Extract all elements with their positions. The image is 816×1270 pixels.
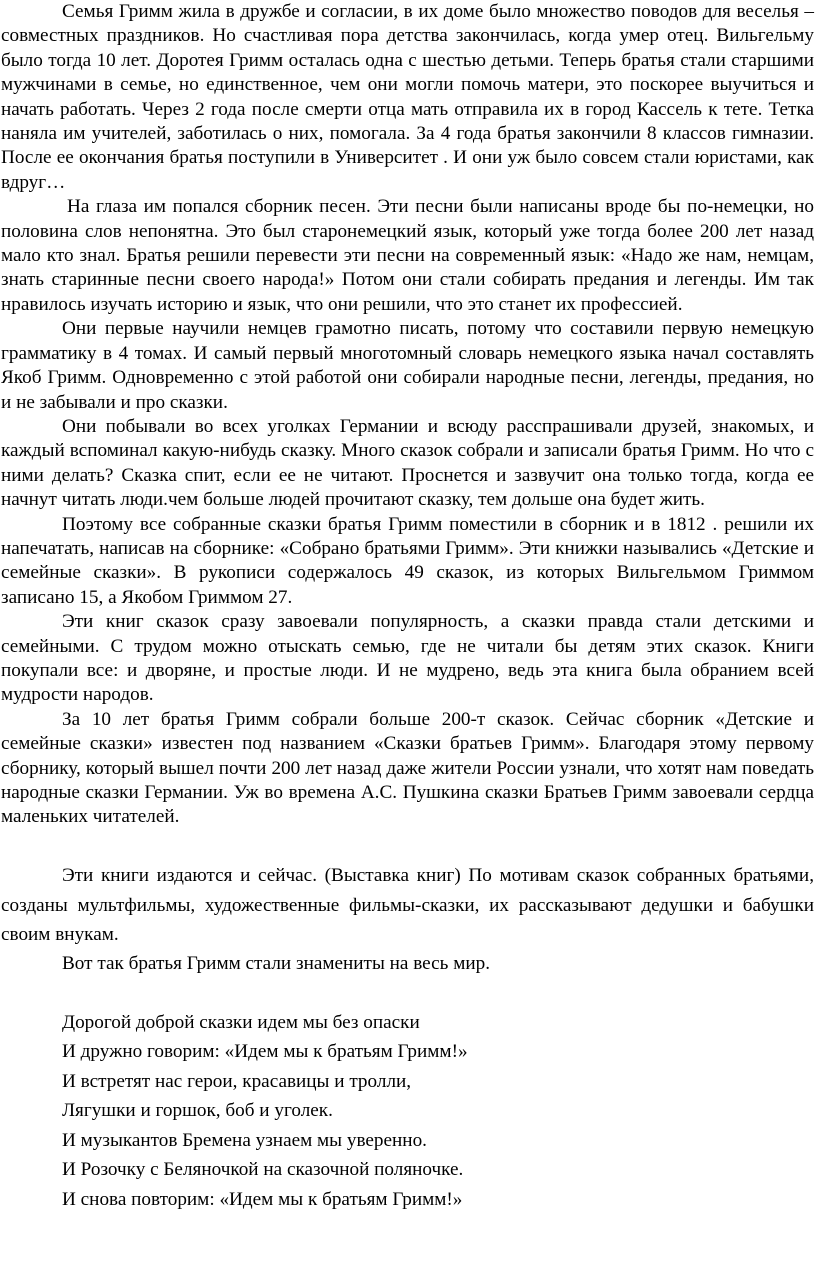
paragraph-5: Поэтому все собранные сказки братья Гримм поместили в сборник и в 1812 . решили их напечатать, написав на сборнике: «Собрано братьями Гримм». Эти книжки назывались «Детские и семейные сказки». В рукописи содержалось 49 сказок, из которых Вильгельмом Гриммом записано 15, а Якобом Гриммом 27. bbox=[1, 513, 814, 608]
poem-line: И дружно говорим: «Идем мы к братьям Гримм!» bbox=[62, 1041, 468, 1063]
closing-paragraph-2 bbox=[1, 949, 814, 979]
closing-section bbox=[1, 861, 814, 979]
paragraph-6: Эти книг сказок сразу завоевали популярность, а сказки правда стали детскими и семейными. С трудом можно отыскать семью, где не читали бы детям этих сказок. Книги покупали все: и дворяне, и простые люди. И не мудрено, ведь эта книга была обранием всей мудрости народов. bbox=[1, 611, 814, 706]
closing-text-2: Вот так братья Гримм стали знамениты на весь мир. bbox=[62, 952, 491, 974]
paragraph-7: За 10 лет братья Гримм собрали больше 200-т сказок. Сейчас сборник «Детские и семейные сказки» известен под названием «Сказки братьев Гримм». Благодаря этому первому сборнику, который вышел почти 200 лет назад даже жители России узнали, что хотят нам поведать народные сказки Германии. Уж во времена А.С. Пушкина сказки Братьев Гримм завоевали сердца маленьких читателей. bbox=[1, 708, 814, 828]
paragraph-3: Они первые научили немцев грамотно писать, потому что составили первую немецкую грамматику в 4 томах. И самый первый многотомный словарь немецкого языка начал составлять Якоб Гримм. Одновременно с этой работой они собирали народные песни, легенды, предания, но и не забывали и про сказки. bbox=[1, 318, 814, 413]
closing-paragraph-1 bbox=[1, 861, 814, 949]
paragraph-1: Семья Гримм жила в дружбе и согласии, в их доме было множество поводов для веселья – совместных праздников. Но счастливая пора детства закончилась, когда умер отец. Вильгельму было тогда 10 лет. Доротея Гримм осталась одна с шестью детьми. Теперь братья стали старшими мужчинами в семье, но единственное, чем они могли помочь матери, это поскорее выучиться и начать работать. Через 2 года после смерти отца мать отправила их в город Кассель к тете. Тетка наняла им учителей, заботилась о них, помогала. За 4 года братья закончили 8 классов гимназии. После ее окончания братья поступили в Университет . И они уж было совсем стали юристами, как вдруг… bbox=[1, 1, 814, 193]
closing-text-1: Эти книги издаются и сейчас. (Выставка книг) По мотивам сказок собранных братьями, созданы мультфильмы, художественные фильмы-сказки, их рассказывают дедушки и бабушки своим внукам. bbox=[1, 864, 814, 945]
poem-line: И снова повторим: «Идем мы к братьям Гримм!» bbox=[62, 1188, 463, 1210]
poem-line: И встретят нас герои, красавицы и тролли, bbox=[62, 1070, 412, 1092]
poem-line: Лягушки и горшок, боб и уголек. bbox=[62, 1100, 333, 1122]
poem-line: И Розочку с Беляночкой на сказочной поляночке. bbox=[62, 1159, 464, 1181]
poem bbox=[1, 1008, 814, 1215]
poem-line: Дорогой доброй сказки идем мы без опаски bbox=[62, 1011, 420, 1033]
paragraph-4: Они побывали во всех уголках Германии и всюду расспрашивали друзей, знакомых, и каждый вспоминал какую-нибудь сказку. Много сказок собрали и записали братья Гримм. Но что с ними делать? Сказка спит, если ее не читают. Проснется и зазвучит она только тогда, когда ее начнут читать люди.чем больше людей прочитают сказку, тем дольше она будет жить. bbox=[1, 415, 814, 511]
poem-line: И музыкантов Бремена узнаем мы уверенно. bbox=[62, 1129, 427, 1151]
main-text bbox=[1, 0, 814, 830]
paragraph-2: На глаза им попался сборник песен. Эти песни были написаны вроде бы по-немецки, но половина слов непонятна. Это был старонемецкий язык, который уже тогда более 200 лет назад мало кто знал. Братья решили перевести эти песни на современный язык: «Надо же нам, немцам, знать старинные песни своего народа!» Потом они стали собирать предания и легенды. Им так нравилось изучать историю и язык, что они решили, что это станет их профессией. bbox=[1, 196, 814, 315]
